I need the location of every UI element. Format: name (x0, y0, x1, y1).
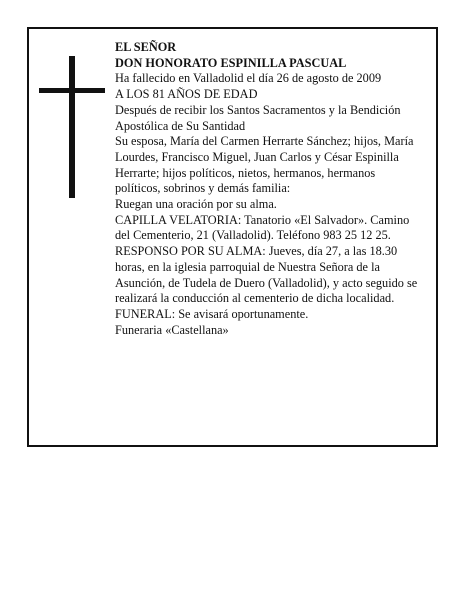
cross-horizontal-bar (39, 88, 105, 93)
cross-vertical-bar (69, 56, 75, 198)
responso-info: RESPONSO POR SU ALMA: Jueves, día 27, a las 18.30 horas, en la iglesia parroquial de Nuestra Señora de la Asunción, de Tudela de Duero (Valladolid), y acto seguido se realizará la conducción al cementerio de dicha localidad. (115, 244, 418, 306)
deceased-name: DON HONORATO ESPINILLA PASCUAL (115, 55, 347, 70)
funeral-info: FUNERAL: Se avisará oportunamente. (115, 306, 309, 321)
chapel-info: CAPILLA VELATORIA: Tanatorio «El Salvador». Camino del Cementerio, 21 (Valladolid). Teléfono 983 25 12 25. (115, 212, 410, 243)
latin-cross-icon (39, 56, 105, 198)
age-line: A LOS 81 AÑOS DE EDAD (115, 87, 258, 102)
funeral-home: Funeraria «Castellana» (115, 322, 229, 337)
family-paragraph: Su esposa, María del Carmen Herrarte Sánchez; hijos, María Lourdes, Francisco Miguel, Juan Carlos y César Espinilla Herrarte; hijos políticos, nietos, hermanos, hermanos políticos, sobrinos y demás familia: (115, 134, 414, 196)
notice-heading: EL SEÑOR (115, 40, 177, 54)
death-date-line: Ha fallecido en Valladolid el día 26 de agosto de 2009 (115, 71, 382, 86)
obituary-notice (27, 27, 438, 447)
notice-body (115, 40, 421, 338)
prayer-request: Ruegan una oración por su alma. (115, 197, 277, 212)
sacraments-line: Después de recibir los Santos Sacramentos y la Bendición Apostólica de Su Santidad (115, 102, 401, 133)
